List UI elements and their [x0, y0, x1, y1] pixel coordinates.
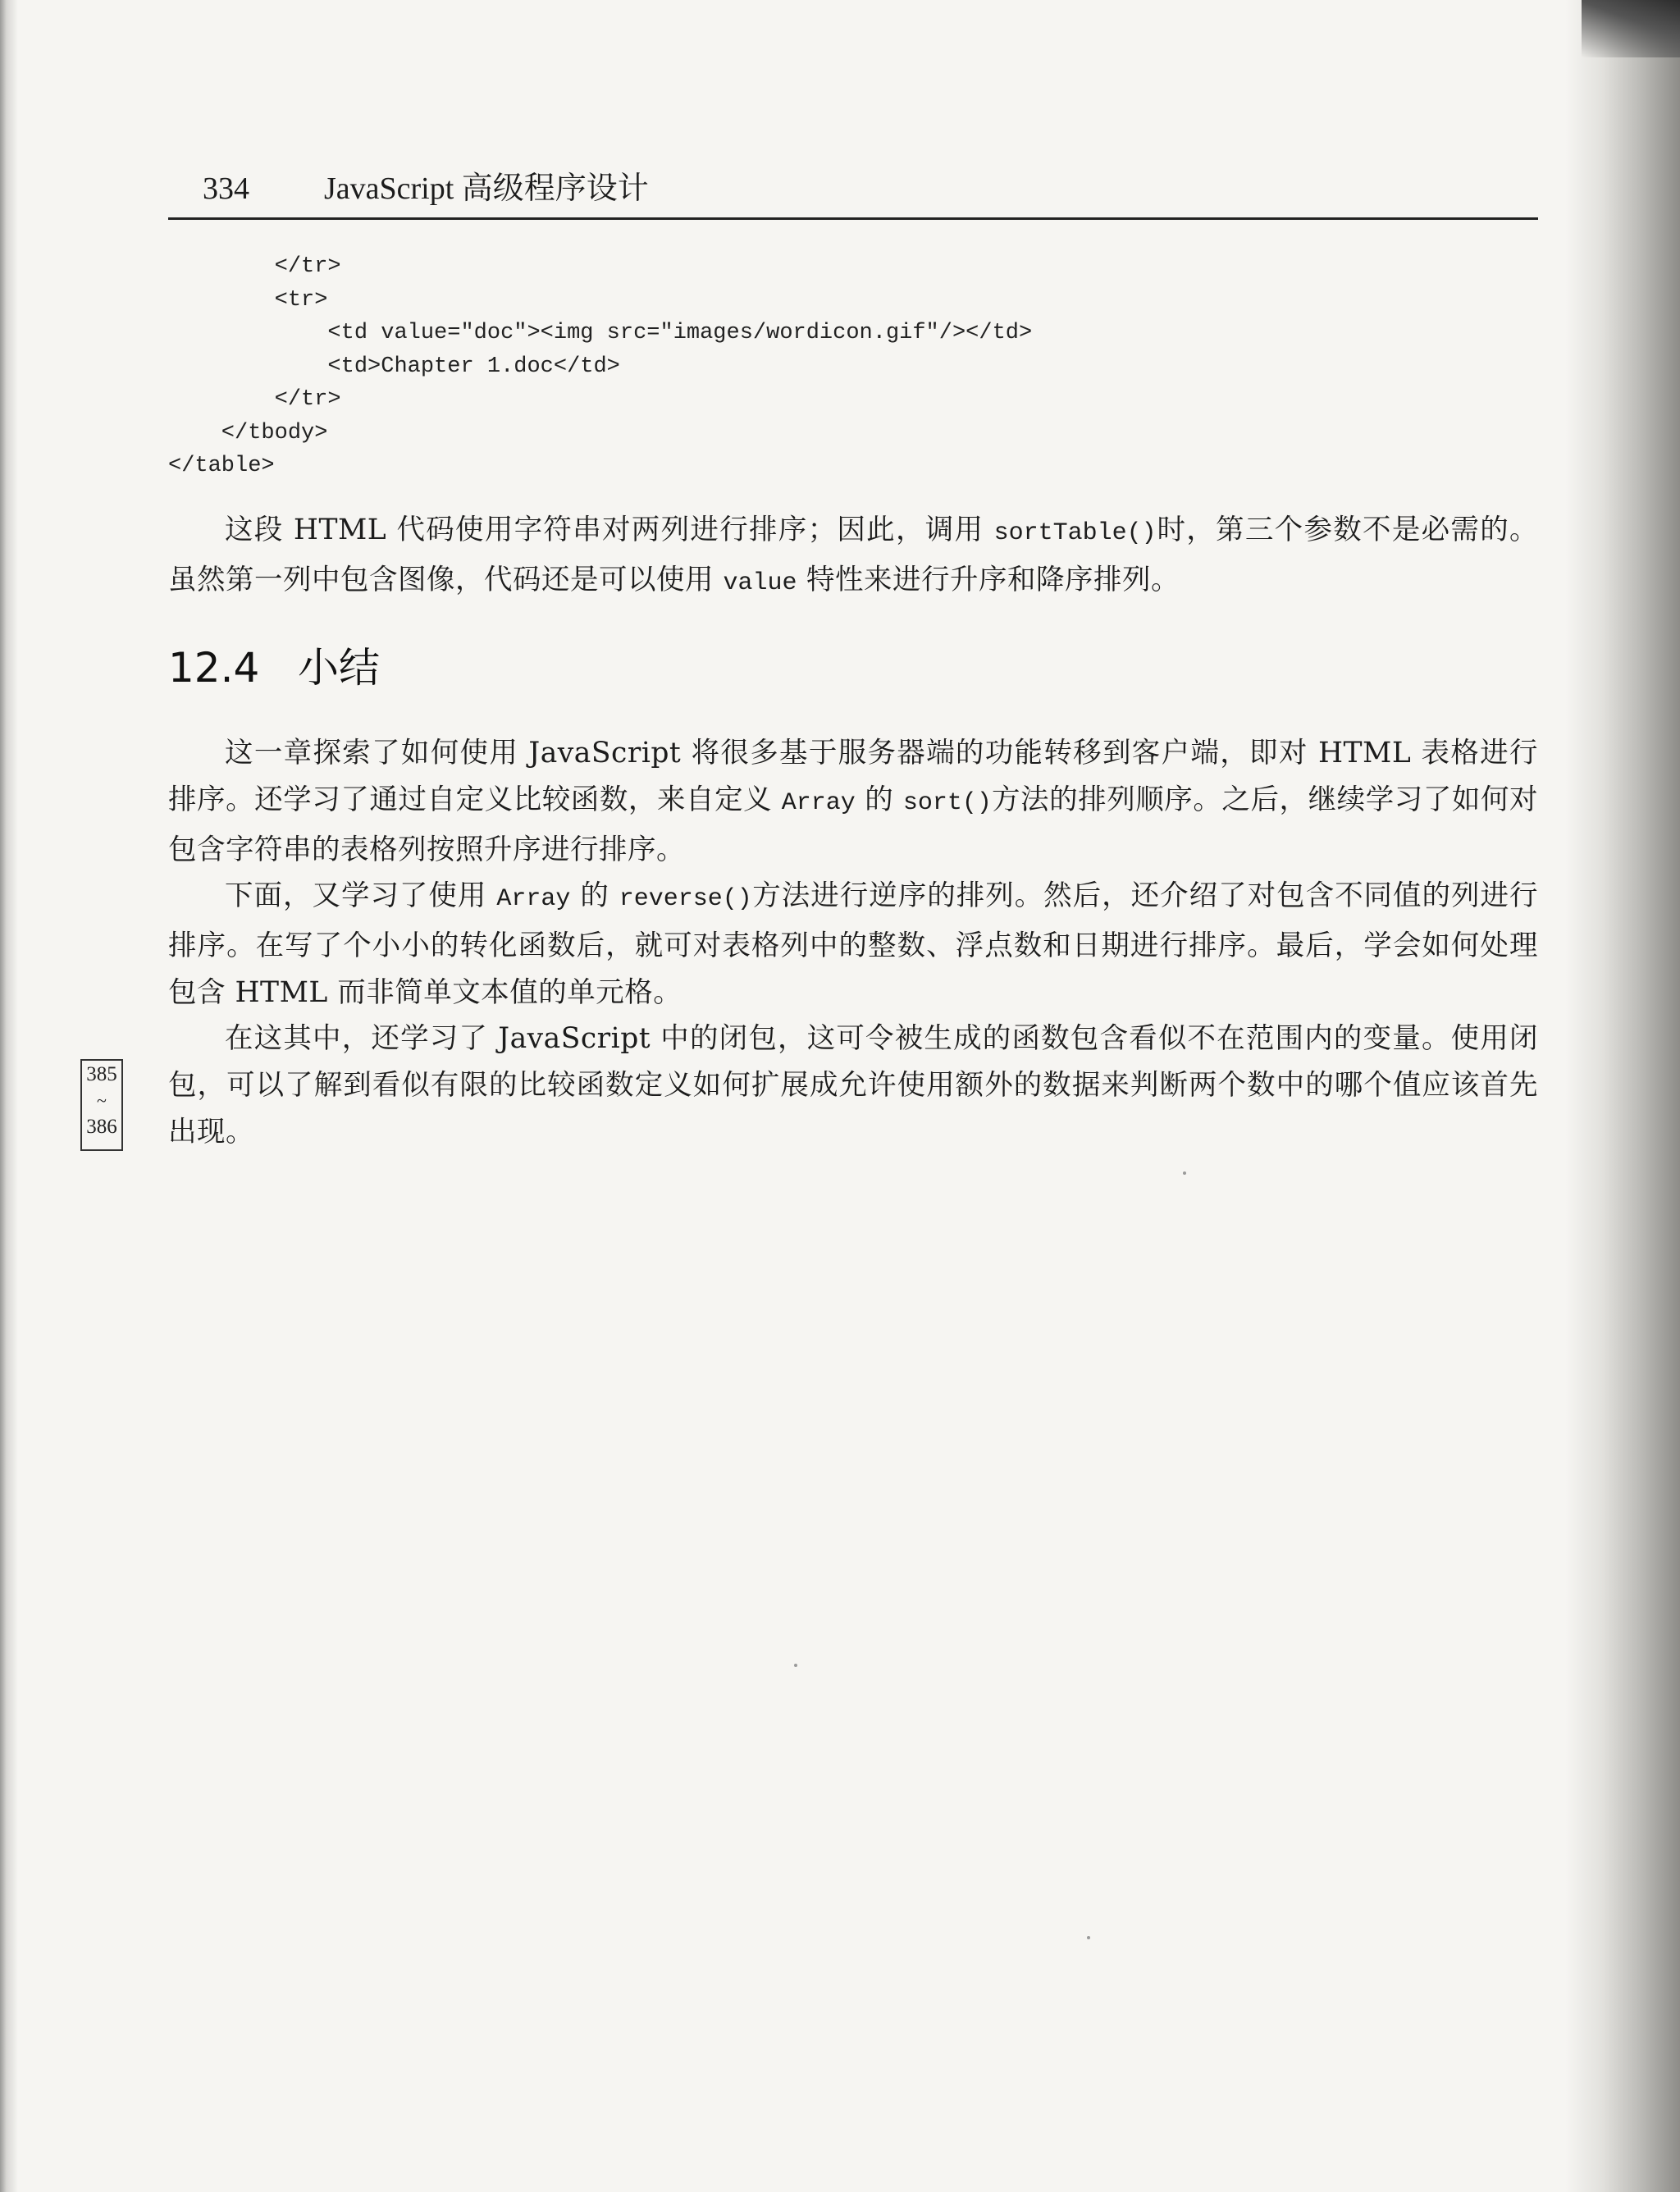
- summary-paragraph-1: 这一章探索了如何使用 JavaScript 将很多基于服务器端的功能转移到客户端，即对 HTML 表格进行排序。还学习了通过自定义比较函数，来自定义 Array 的 sort()方法的排列顺序。之后，继续学习了如何对包含字符串的表格列按照升序进行排序。: [168, 737, 1539, 866]
- code-line: </tr>: [168, 387, 341, 412]
- code-line: <td value="doc"><img src="images/wordicon.gif"/></td>: [168, 321, 1033, 345]
- page-gutter-shadow: [0, 0, 18, 2192]
- inline-code: sort(): [902, 789, 992, 817]
- section-title: 小结: [298, 644, 380, 692]
- summary-paragraph-3: 在这其中，还学习了 JavaScript 中的闭包，这可令被生成的函数包含看似不在范围内的变量。使用闭包，可以了解到看似有限的比较函数定义如何扩展成允许使用额外的数据来判断两个数中的哪个值应该首先出现。: [168, 1022, 1538, 1149]
- inline-code: reverse(): [619, 885, 752, 913]
- code-line: </table>: [168, 454, 275, 478]
- code-line: </tr>: [168, 254, 341, 279]
- code-line: </tbody>: [168, 420, 328, 445]
- section-number: 12.4: [168, 644, 260, 692]
- page-edge-shadow: [1565, 0, 1680, 2192]
- intro-paragraph: 这段 HTML 代码使用字符串对两列进行排序；因此，调用 sortTable()时，第三个参数不是必需的。虽然第一列中包含图像，代码还是可以使用 value 特性来进行升序和降序排列。: [168, 514, 1539, 597]
- page-number: 334: [203, 171, 249, 206]
- section-heading: [168, 640, 380, 696]
- scan-speck: [1183, 1171, 1186, 1175]
- scan-speck: [1087, 1936, 1090, 1939]
- summary-paragraph-2: 下面，又学习了使用 Array 的 reverse()方法进行逆序的排列。然后，还介绍了对包含不同值的列进行排序。在写了个小小的转化函数后，就可对表格列中的整数、浮点数和日期进行排序。最后，学会如何处理包含 HTML 而非简单文本值的单元格。: [168, 879, 1539, 1009]
- scan-speck: [794, 1664, 797, 1667]
- inline-code: value: [723, 569, 797, 597]
- running-header: [168, 168, 1538, 220]
- code-line: <td>Chapter 1.doc</td>: [168, 354, 620, 379]
- marginal-page-reference: [80, 1059, 123, 1151]
- scan-corner-shadow: [1582, 0, 1680, 57]
- marginal-ref-bottom: 386: [86, 1116, 117, 1138]
- inline-code: sortTable(): [993, 519, 1157, 547]
- marginal-ref-top: 385: [86, 1063, 117, 1085]
- running-title: JavaScript 高级程序设计: [324, 171, 649, 206]
- inline-code: Array: [496, 885, 571, 913]
- marginal-ref-separator: ~: [97, 1090, 107, 1111]
- code-block: [168, 250, 1032, 483]
- code-line: <tr>: [168, 287, 328, 313]
- inline-code: Array: [781, 789, 856, 817]
